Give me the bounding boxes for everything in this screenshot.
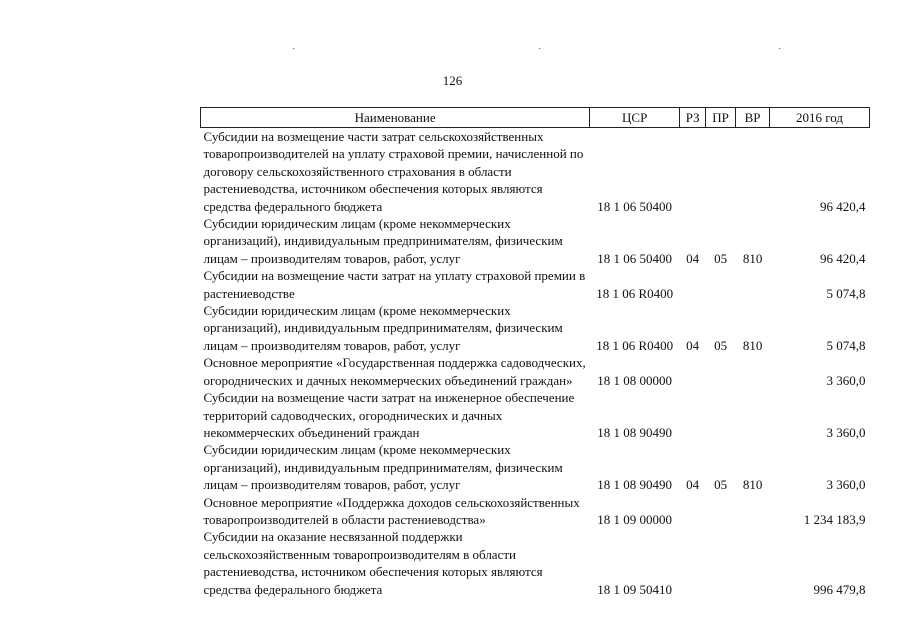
row-vr: 810 [742, 477, 763, 493]
row-csr: 18 1 08 00000 [597, 372, 673, 388]
page-number: 126 [442, 73, 463, 88]
row-vr [736, 528, 770, 598]
row-csr: 18 1 09 50410 [597, 581, 673, 597]
row-amount: 5 074,8 [826, 285, 866, 301]
row-vr [736, 494, 770, 529]
row-vr [736, 354, 770, 389]
table-row [201, 215, 870, 267]
table-row [201, 441, 870, 493]
row-csr: 18 1 06 R0400 [596, 337, 674, 353]
header-pr: ПР [706, 108, 736, 128]
row-rz [680, 528, 706, 598]
row-vr: 810 [742, 250, 763, 266]
row-csr: 18 1 06 50400 [597, 198, 673, 214]
row-pr [706, 389, 736, 441]
table-row [201, 267, 870, 302]
row-rz [680, 494, 706, 529]
scan-dot: · [292, 44, 296, 55]
scan-dot: · [778, 44, 782, 55]
row-name: Основное мероприятие «Поддержка доходов сельскохозяйственных товаропроизводителей в области растениеводства» [203, 494, 580, 527]
row-amount: 3 360,0 [826, 477, 866, 493]
row-vr [736, 267, 770, 302]
row-rz: 04 [686, 477, 700, 493]
row-pr [706, 354, 736, 389]
row-pr [706, 528, 736, 598]
row-amount: 1 234 183,9 [803, 511, 866, 527]
row-pr [706, 494, 736, 529]
table-body [201, 128, 870, 598]
row-name: Субсидии на возмещение части затрат сельскохозяйственных товаропроизводителей на уплату страховой премии, начисленной по договору сельскохозяйственного страхования в области растениеводства, источником обеспечения которых являются средства федерального бюджета [203, 129, 584, 214]
row-pr [706, 128, 736, 216]
row-name: Субсидии юридическим лицам (кроме некоммерческих организаций), индивидуальным предпринимателям, физическим лицам – производителям товаров, работ, услуг [203, 303, 563, 353]
table-row [201, 389, 870, 441]
row-name: Субсидии на возмещение части затрат на уплату страховой премии в растениеводстве [203, 268, 586, 301]
row-csr: 18 1 06 50400 [597, 250, 673, 266]
header-csr: ЦСР [590, 108, 680, 128]
row-rz [680, 267, 706, 302]
header-rz: РЗ [680, 108, 706, 128]
row-vr [736, 389, 770, 441]
row-amount: 96 420,4 [820, 198, 866, 214]
table-header-row [201, 108, 870, 128]
row-name: Субсидии юридическим лицам (кроме некоммерческих организаций), индивидуальным предпринимателям, физическим лицам – производителям товаров, работ, услуг [203, 442, 563, 493]
row-amount: 96 420,4 [820, 250, 866, 266]
row-name: Основное мероприятие «Государственная поддержка садоводческих, огороднических и дачных некоммерческих объединений граждан» [203, 355, 586, 388]
table-row [201, 302, 870, 354]
table-row [201, 528, 870, 598]
row-csr: 18 1 09 00000 [597, 511, 673, 527]
header-vr: ВР [736, 108, 770, 128]
row-amount: 996 479,8 [813, 581, 866, 597]
row-pr: 05 [714, 477, 728, 493]
row-csr: 18 1 08 90490 [597, 424, 673, 440]
budget-table [200, 107, 870, 598]
row-pr: 05 [714, 337, 728, 353]
row-vr [736, 128, 770, 216]
row-rz: 04 [686, 337, 700, 353]
row-amount: 3 360,0 [826, 372, 866, 388]
scan-dot: · [538, 44, 542, 55]
row-amount: 5 074,8 [826, 337, 866, 353]
row-csr: 18 1 08 90490 [597, 477, 673, 493]
table-row [201, 354, 870, 389]
row-name: Субсидии на оказание несвязанной поддержки сельскохозяйственным товаропроизводителям в области растениеводства, источником обеспечения которых являются средства федерального бюджета [203, 529, 543, 597]
table-row [201, 494, 870, 529]
row-csr: 18 1 06 R0400 [596, 285, 674, 301]
row-amount: 3 360,0 [826, 424, 866, 440]
row-pr: 05 [714, 250, 728, 266]
table-row [201, 128, 870, 216]
row-rz: 04 [686, 250, 700, 266]
row-name: Субсидии юридическим лицам (кроме некоммерческих организаций), индивидуальным предпринимателям, физическим лицам – производителям товаров, работ, услуг [203, 216, 563, 266]
row-rz [680, 128, 706, 216]
row-rz [680, 389, 706, 441]
row-pr [706, 267, 736, 302]
row-vr: 810 [742, 337, 763, 353]
header-name: Наименование [201, 108, 590, 128]
row-rz [680, 354, 706, 389]
header-year: 2016 год [770, 108, 870, 128]
row-name: Субсидии на возмещение части затрат на инженерное обеспечение территорий садоводческих, огороднических и дачных некоммерческих объединений граждан [203, 390, 575, 440]
